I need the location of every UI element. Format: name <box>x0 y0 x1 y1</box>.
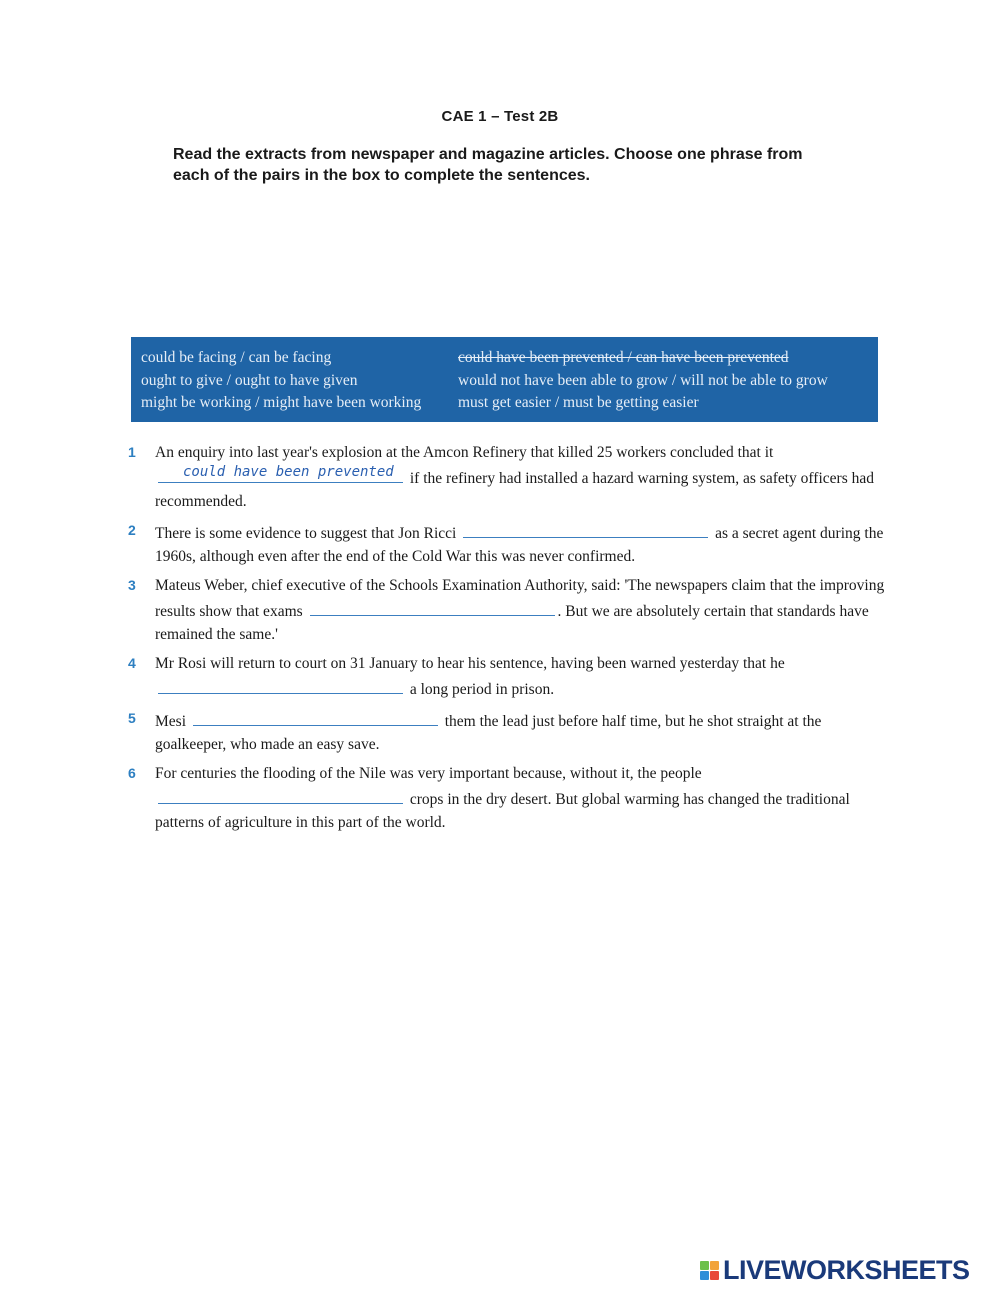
handwritten-answer: could have been prevented <box>183 464 394 480</box>
question-6 <box>128 762 888 834</box>
question-number: 1 <box>128 444 136 460</box>
question-4 <box>128 652 888 701</box>
question-text-after: a long period in prison. <box>409 681 555 698</box>
question-2 <box>128 519 888 568</box>
answer-blank-1[interactable] <box>158 464 403 483</box>
question-text-before: Mesi <box>155 713 186 730</box>
answer-blank-5[interactable] <box>193 707 438 726</box>
question-text-before: There is some evidence to suggest that Jon Ricci <box>155 525 457 542</box>
question-text-after: crops in the dry desert. But global warming has changed the traditional patterns of agriculture in this part of the world. <box>155 791 850 831</box>
question-text-before: An enquiry into last year's explosion at the Amcon Refinery that killed 25 workers concluded that it <box>155 444 774 461</box>
answer-blank-4[interactable] <box>158 675 403 694</box>
question-number: 2 <box>128 522 136 538</box>
question-number: 3 <box>128 577 136 593</box>
question-text-before: Mateus Weber, chief executive of the Schools Examination Authority, said: 'The newspapers claim that the improving results show that exams <box>155 577 885 620</box>
question-5 <box>128 707 888 756</box>
phrase-column-left <box>141 347 421 415</box>
phrase-pair: would not have been able to grow / will not be able to grow <box>458 371 828 389</box>
logo-grid-icon <box>700 1261 719 1280</box>
answer-blank-3[interactable] <box>310 597 555 616</box>
instructions: Read the extracts from newspaper and magazine articles. Choose one phrase from each of the pairs in the box to complete the sentences. <box>173 146 803 184</box>
question-text-after: if the refinery had installed a hazard warning system, as safety officers had recommended. <box>155 470 874 510</box>
worksheet-title: CAE 1 – Test 2B <box>441 108 559 125</box>
answer-blank-6[interactable] <box>158 785 403 804</box>
answer-blank-2[interactable] <box>463 519 708 538</box>
phrase-pair: ought to give / ought to have given <box>141 371 358 389</box>
question-text-after: . But we are absolutely certain that standards have remained the same.' <box>155 603 869 643</box>
question-text-before: Mr Rosi will return to court on 31 January to hear his sentence, having been warned yesterday that he <box>155 655 785 672</box>
question-text-after: as a secret agent during the 1960s, although even after the end of the Cold War this was never confirmed. <box>155 525 884 565</box>
phrase-pair: must get easier / must be getting easier <box>458 394 699 411</box>
question-list <box>128 441 888 840</box>
phrase-pair: might be working / might have been working <box>141 394 422 411</box>
question-number: 6 <box>128 765 136 781</box>
question-3 <box>128 574 888 646</box>
question-text-before: For centuries the flooding of the Nile was very important because, without it, the people <box>155 765 702 782</box>
logo-text: LIVEWORKSHEETS <box>723 1254 970 1285</box>
liveworksheets-logo <box>700 1255 970 1285</box>
question-1 <box>128 441 888 513</box>
phrase-box <box>131 337 878 422</box>
question-number: 5 <box>128 710 136 726</box>
question-number: 4 <box>128 655 136 671</box>
phrase-column-right <box>458 347 828 415</box>
phrase-pair-used: could have been prevented / can have been prevented <box>458 349 789 366</box>
question-text-after: them the lead just before half time, but he shot straight at the goalkeeper, who made an easy save. <box>155 713 822 753</box>
phrase-pair: could be facing / can be facing <box>141 349 332 366</box>
